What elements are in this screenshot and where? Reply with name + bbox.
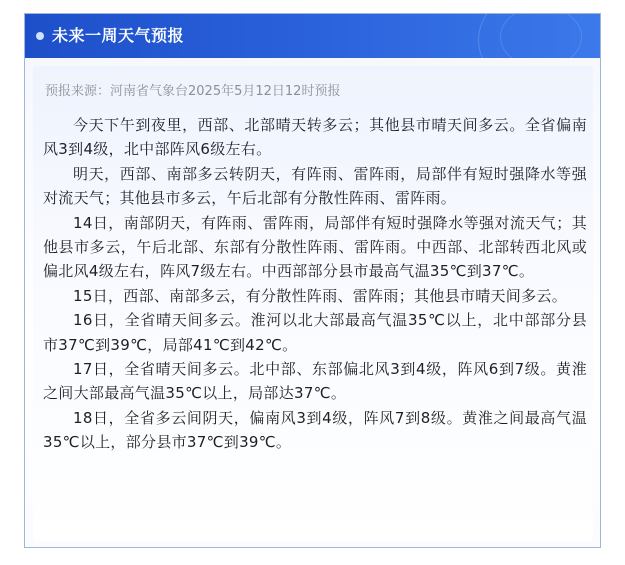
forecast-paragraph: 今天下午到夜里，西部、北部晴天转多云；其他县市晴天间多云。全省偏南风3到4级，北中部阵风6级左右。 [43,116,587,159]
forecast-source: 预报来源：河南省气象台2025年5月12日12时预报 [45,84,341,99]
card-title: 未来一周天气预报 [52,26,185,45]
card-header [25,14,600,58]
forecast-paragraph: 15日，西部、南部多云，有分散性阵雨、雷阵雨；其他县市晴天间多云。 [73,286,567,305]
forecast-content [33,66,593,541]
header-decoration-inner [500,14,582,58]
forecast-paragraph: 14日，南部阴天，有阵雨、雷阵雨，局部伴有短时强降水等强对流天气；其他县市多云，午后北部、东部有分散性阵雨、雷阵雨。中西部、北部转西北风或偏北风4级左右，阵风7级左右。中西部部分县市最高气温35℃到37℃。 [43,213,587,281]
forecast-card [24,13,601,548]
forecast-paragraph: 明天，西部、南部多云转阴天，有阵雨、雷阵雨，局部伴有短时强降水等强对流天气；其他县市多云，午后北部有分散性阵雨、雷阵雨。 [43,164,587,208]
forecast-paragraphs [43,113,587,455]
bullet-dot-icon [36,32,44,40]
forecast-paragraph: 18日，全省多云间阴天，偏南风3到4级，阵风7到8级。黄淮之间最高气温35℃以上，部分县市37℃到39℃。 [43,408,587,452]
forecast-paragraph: 16日，全省晴天间多云。淮河以北大部最高气温35℃以上，北中部部分县市37℃到39℃，局部41℃到42℃。 [43,311,587,354]
forecast-paragraph: 17日，全省晴天间多云。北中部、东部偏北风3到4级，阵风6到7级。黄淮之间大部最高气温35℃以上，局部达37℃。 [43,360,587,403]
